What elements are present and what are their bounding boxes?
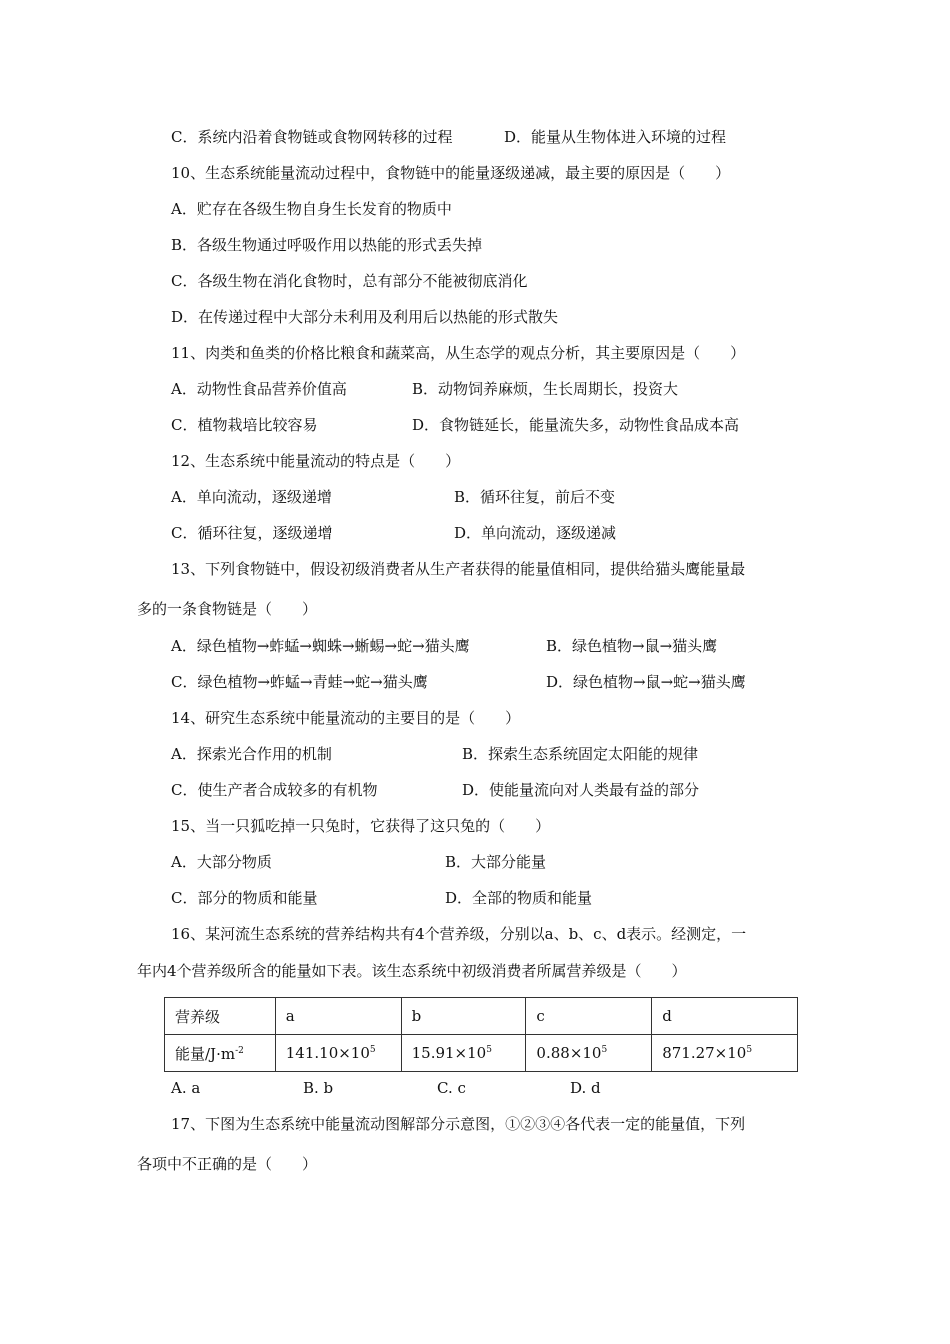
table-header-cell: a [275, 998, 401, 1035]
energy-value-d: $871.27\times 10^5$ [652, 1035, 798, 1072]
q16-stem-line1: 16、某河流生态系统的营养结构共有4个营养级，分别以a、b、c、d表示。经测定，一 [171, 925, 747, 943]
q11-option-b: B．动物饲养麻烦，生长周期长，投资大 [412, 380, 679, 398]
q10-option-d: D．在传递过程中大部分未利用及利用后以热能的形式散失 [171, 308, 559, 326]
q11-option-d: D．食物链延长，能量流失多，动物性食品成本高 [412, 416, 740, 434]
q16-option-b: B. b [303, 1079, 334, 1097]
q13-option-b: B．绿色植物→鼠→猫头鹰 [546, 637, 718, 655]
q16-option-c: C. c [437, 1079, 466, 1097]
q14-stem: 14、研究生态系统中能量流动的主要目的是（ ） [171, 709, 521, 727]
q11-option-c: C．植物栽培比较容易 [171, 416, 318, 434]
q16-option-a: A. a [171, 1079, 201, 1097]
energy-row-label: 能量$/J\cdot m^{-2}$ [165, 1035, 276, 1072]
q13-stem-line1: 13、下列食物链中，假设初级消费者从生产者获得的能量值相同，提供给猫头鹰能量最 [171, 560, 746, 578]
q14-option-d: D．使能量流向对人类最有益的部分 [462, 781, 700, 799]
q10-option-c: C．各级生物在消化食物时，总有部分不能被彻底消化 [171, 272, 528, 290]
q15-option-a: A．大部分物质 [171, 853, 272, 871]
table-header-cell: c [526, 998, 652, 1035]
q14-option-b: B．探索生态系统固定太阳能的规律 [462, 745, 699, 763]
q11-stem: 11、肉类和鱼类的价格比粮食和蔬菜高，从生态学的观点分析，其主要原因是（ ） [171, 344, 746, 362]
q15-option-d: D．全部的物质和能量 [445, 889, 593, 907]
q13-option-c: C．绿色植物→蚱蜢→青蛙→蛇→猫头鹰 [171, 673, 428, 691]
energy-value-a: $141.10\times 10^5$ [275, 1035, 401, 1072]
q12-stem: 12、生态系统中能量流动的特点是（ ） [171, 452, 461, 470]
table-header-cell: 营养级 [165, 998, 276, 1035]
q9-option-c: C．系统内沿着食物链或食物网转移的过程 [171, 128, 453, 146]
q12-option-d: D．单向流动，逐级递减 [454, 524, 617, 542]
q9-option-d: D．能量从生物体进入环境的过程 [504, 128, 727, 146]
table-row [165, 1035, 798, 1072]
q10-option-b: B．各级生物通过呼吸作用以热能的形式丢失掉 [171, 236, 483, 254]
q15-option-c: C．部分的物质和能量 [171, 889, 318, 907]
q15-option-b: B．大部分能量 [445, 853, 547, 871]
q12-option-c: C．循环往复，逐级递增 [171, 524, 333, 542]
q13-stem-line2: 多的一条食物链是（ ） [137, 600, 318, 618]
q14-option-c: C．使生产者合成较多的有机物 [171, 781, 378, 799]
q13-option-a: A．绿色植物→蚱蜢→蜘蛛→蜥蜴→蛇→猫头鹰 [171, 637, 470, 655]
energy-value-b: $15.91\times 10^5$ [401, 1035, 526, 1072]
q14-option-a: A．探索光合作用的机制 [171, 745, 332, 763]
q10-option-a: A．贮存在各级生物自身生长发育的物质中 [171, 200, 452, 218]
q12-option-b: B．循环往复，前后不变 [454, 488, 616, 506]
q10-stem: 10、生态系统能量流动过程中，食物链中的能量逐级递减，最主要的原因是（ ） [171, 164, 731, 182]
table-header-cell: b [401, 998, 526, 1035]
q17-stem-line1: 17、下图为生态系统中能量流动图解部分示意图，①②③④各代表一定的能量值，下列 [171, 1115, 746, 1133]
q16-stem-line2: 年内4个营养级所含的能量如下表。该生态系统中初级消费者所属营养级是（ ） [137, 962, 687, 980]
energy-table [164, 997, 798, 1072]
q17-stem-line2: 各项中不正确的是（ ） [137, 1155, 318, 1173]
q15-stem: 15、当一只狐吃掉一只兔时，它获得了这只兔的（ ） [171, 817, 551, 835]
table-header-row [165, 998, 798, 1035]
table-header-cell: d [652, 998, 798, 1035]
q16-option-d: D. d [570, 1079, 601, 1097]
energy-value-c: $0.88\times 10^5$ [526, 1035, 652, 1072]
q12-option-a: A．单向流动，逐级递增 [171, 488, 332, 506]
q13-option-d: D．绿色植物→鼠→蛇→猫头鹰 [546, 673, 746, 691]
q11-option-a: A．动物性食品营养价值高 [171, 380, 347, 398]
